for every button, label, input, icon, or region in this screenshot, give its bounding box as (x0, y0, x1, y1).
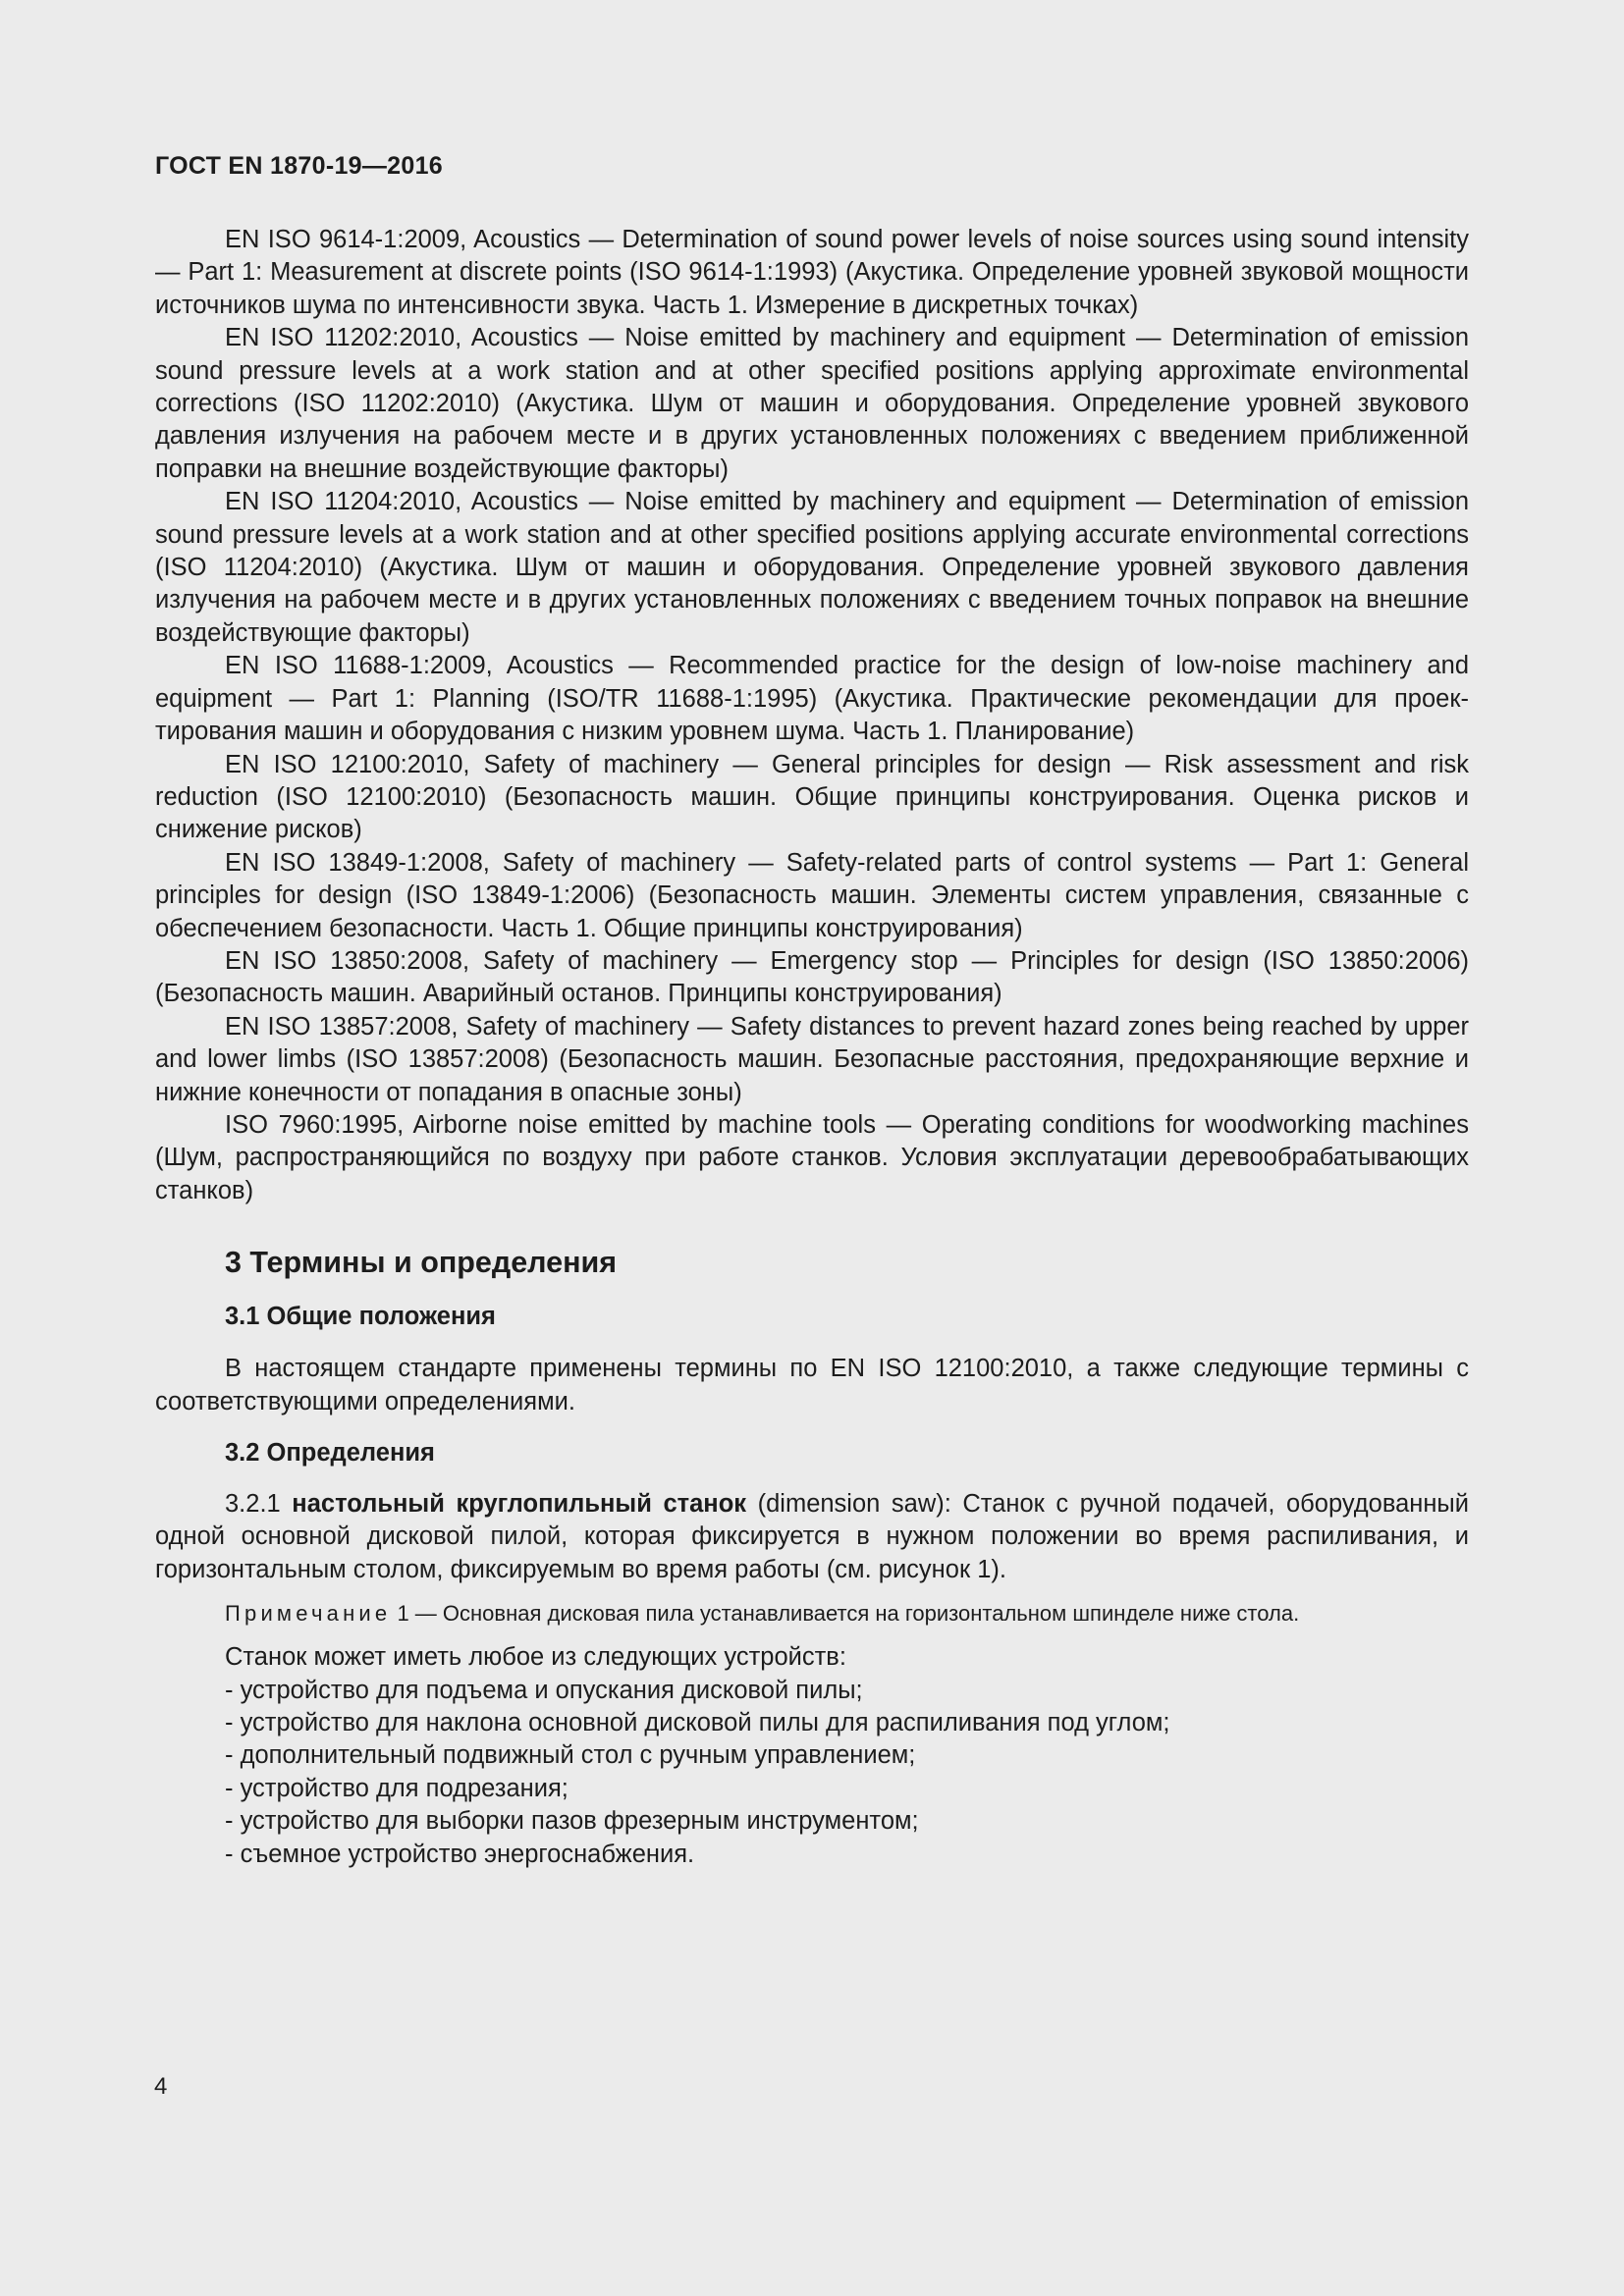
list-item: - съемное устройство энергоснабжения. (225, 1840, 695, 1868)
list-item: - устройство для выборки пазов фрезерным инструментом; (225, 1807, 919, 1836)
subsection-heading-definitions: 3.2 Определения (225, 1439, 435, 1467)
reference-item: EN ISO 12100:2010, Safety of machinery — General principles for design — Risk assessment and risk reduction (ISO 12100:2010) (Безопасность машин. Общие принципы конструирования. Оценка рисков и снижение рисков) (155, 750, 1469, 844)
reference-item: EN ISO 11688-1:2009, Acoustics — Recommended practice for the design of low-noise machinery and equipment — Part 1: Planning (ISO/TR 11688-1:1995) (Акустика. Практические рекомендации для проектирования машин и оборудования с низким уровнем шума. Часть 1. Планирование) (155, 652, 1469, 746)
reference-item: ISO 7960:1995, Airborne noise emitted by machine tools — Operating conditions for woodworking machines (Шум, распространяющийся по воздуху при работе станков. Условия эксплуатации деревообрабатывающих станков) (155, 1110, 1469, 1204)
page-content (155, 224, 1469, 1871)
general-provisions-text: В настоящем стандарте применены термины по EN ISO 12100:2010, а также следующие термины с соответствующими определениями. (155, 1355, 1469, 1415)
list-item: - устройство для наклона основной дисковой пилы для распиливания под углом; (225, 1709, 1170, 1737)
term-definition (155, 1488, 1469, 1586)
note-label: Примечание (225, 1601, 392, 1627)
reference-item: EN ISO 13850:2008, Safety of machinery — Emergency stop — Principles for design (ISO 13850:2006) (Безопасность машин. Аварийный останов. Принципы конструирования) (155, 946, 1469, 1008)
document-code-header: ГОСТ EN 1870-19—2016 (155, 152, 443, 180)
reference-item: EN ISO 11202:2010, Acoustics — Noise emitted by machinery and equipment — Determination of emission sound pressure levels at a work station and at other specified positions applying approximate environmental corrections (ISO 11202:2010) (Акустика. Шум от машин и оборудования. Определение уровней звукового давления излучения на рабочем месте и в других установленных положениях с введением приближенной поправки на внешние воздействующие факторы) (155, 324, 1469, 483)
subsection-heading-general: 3.1 Общие положения (225, 1303, 496, 1331)
term-name: настольный круглопильный станок (292, 1490, 747, 1518)
normative-references-list (155, 224, 1469, 1207)
device-list-intro: Станок может иметь любое из следующих устройств: (225, 1643, 846, 1672)
reference-item: EN ISO 13857:2008, Safety of machinery — Safety distances to prevent hazard zones being reached by upper and lower limbs (ISO 13857:2008) (Безопасность машин. Безопасные расстояния, предохраняющие верхние и нижние конечности от попадания в опасные зоны) (155, 1012, 1469, 1106)
term-number: 3.2.1 (225, 1490, 293, 1518)
reference-item: EN ISO 13849-1:2008, Safety of machinery — Safety-related parts of control systems — Part 1: General principles for design (ISO 13849-1:2006) (Безопасность машин. Элементы систем управления, связанные с обеспечением безопасности. Часть 1. Общие принципы конструирования) (155, 848, 1469, 942)
page-number: 4 (154, 2073, 168, 2100)
list-item: - устройство для подрезания; (225, 1774, 568, 1802)
device-list (225, 1675, 1469, 1871)
note-text: 1 — Основная дисковая пила устанавливается на горизонтальном шпинделе ниже стола. (391, 1601, 1300, 1627)
list-item: - устройство для подъема и опускания дисковой пилы; (225, 1676, 863, 1704)
section-heading: 3 Термины и определения (225, 1246, 618, 1280)
note (225, 1599, 1469, 1628)
reference-item: EN ISO 9614-1:2009, Acoustics — Determination of sound power levels of noise sources using sound intensity — Part 1: Measurement at discrete points (ISO 9614-1:1993) (Акустика. Определение уровней звуковой мощности источников шума по интенсивности звука. Часть 1. Измерение в дискретных точках) (155, 226, 1469, 319)
term-definition-text: (dimension saw): Станок с ручной подачей, оборудованный одной основной дисковой пилой, которая фиксируется в нужном положении во время распиливания, и горизонтальным столом, фиксируемым во время работы (см. рисунок 1). (155, 1490, 1470, 1583)
list-item: - дополнительный подвижный стол с ручным управлением; (225, 1741, 916, 1770)
reference-item: EN ISO 11204:2010, Acoustics — Noise emitted by machinery and equipment — Determination of emission sound pressure levels at a work station and at other specified positions applying accurate environmental corrections (ISO 11204:2010) (Акустика. Шум от машин и оборудования. Определение уровней звукового давления излучения на рабочем месте и в других установленных положениях с введением точных поправок на внешние воздействующие факторы) (155, 488, 1469, 647)
